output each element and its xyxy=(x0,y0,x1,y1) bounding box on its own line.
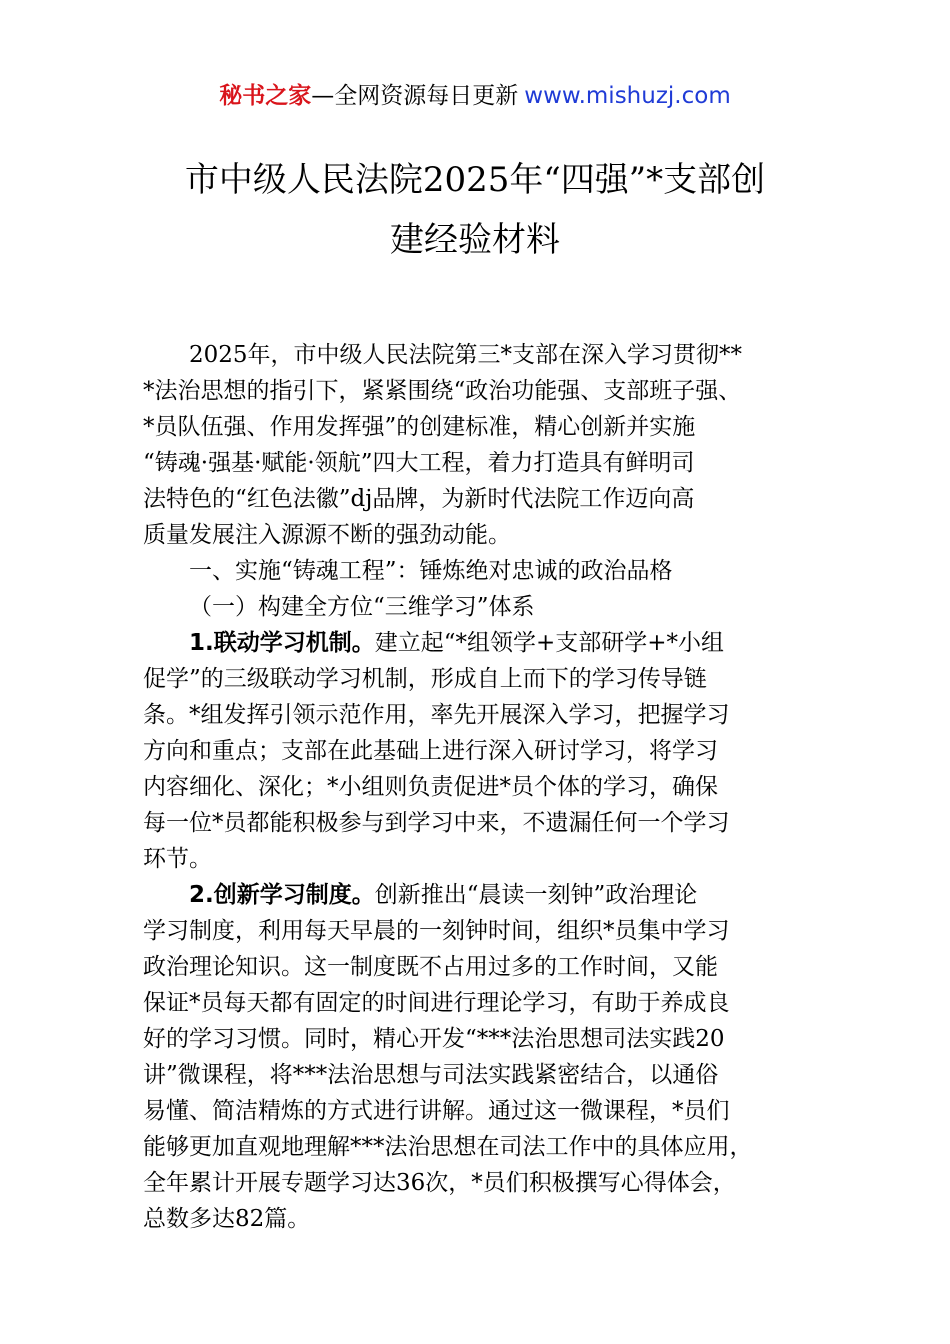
text-line: 好的学习习惯。同时，精心开发“***法治思想司法实践20 xyxy=(143,1026,725,1052)
text-line: 条。*组发挥引领示范作用，率先开展深入学习，把握学习 xyxy=(143,702,730,728)
document-title xyxy=(100,150,850,270)
title-line-2: 建经验材料 xyxy=(390,220,560,260)
item-2-paragraph xyxy=(143,877,813,1237)
text-line: 讲”微课程，将***法治思想与司法实践紧密结合，以通俗 xyxy=(143,1062,719,1088)
text-line: 方向和重点；支部在此基础上进行深入研讨学习，将学习 xyxy=(143,738,718,764)
site-url-link[interactable]: www.mishuzj.com xyxy=(524,83,731,109)
text-line: 总数多达82篇。 xyxy=(143,1206,311,1232)
text-line: 保证*员每天都有固定的时间进行理论学习，有助于养成良 xyxy=(143,990,730,1016)
site-header xyxy=(0,80,950,112)
text-line: 政治理论知识。这一制度既不占用过多的工作时间，又能 xyxy=(143,954,718,980)
text-line: “铸魂·强基·赋能·领航”四大工程，着力打造具有鲜明司 xyxy=(143,450,695,476)
item-2-lead: 2.创新学习制度。 xyxy=(189,882,375,908)
text-line: 促学”的三级联动学习机制，形成自上而下的学习传导链 xyxy=(143,666,707,692)
document-body xyxy=(143,337,813,1237)
text-line: *员队伍强、作用发挥强”的创建标准，精心创新并实施 xyxy=(143,414,696,440)
text-line: 全年累计开展专题学习达36次，*员们积极撰写心得体会， xyxy=(143,1170,736,1196)
text-line: 学习制度，利用每天早晨的一刻钟时间，组织*员集中学习 xyxy=(143,918,730,944)
site-tagline: —全网资源每日更新 xyxy=(311,83,519,109)
item-1-lead: 1.联动学习机制。 xyxy=(189,630,375,656)
text-line: *法治思想的指引下，紧紧围绕“政治功能强、支部班子强、 xyxy=(143,378,742,404)
title-line-1: 市中级人民法院2025年“四强”*支部创 xyxy=(184,160,766,200)
site-brand: 秘书之家 xyxy=(219,83,312,109)
item-1-paragraph xyxy=(143,625,813,877)
section-heading-1: 一、实施“铸魂工程”：锤炼绝对忠诚的政治品格 xyxy=(189,558,673,584)
intro-paragraph xyxy=(143,337,813,553)
text-line: 内容细化、深化；*小组则负责促进*员个体的学习，确保 xyxy=(143,774,718,800)
item-1-first-line: 建立起“*组领学+支部研学+*小组 xyxy=(374,630,725,656)
text-line: 易懂、简洁精炼的方式进行讲解。通过这一微课程，*员们 xyxy=(143,1098,730,1124)
text-line: 每一位*员都能积极参与到学习中来，不遗漏任何一个学习 xyxy=(143,810,730,836)
item-2-first-line: 创新推出“晨读一刻钟”政治理论 xyxy=(374,882,698,908)
text-line: 2025年，市中级人民法院第三*支部在深入学习贯彻** xyxy=(189,342,743,368)
subsection-heading-1: （一）构建全方位“三维学习”体系 xyxy=(189,594,535,620)
text-line: 质量发展注入源源不断的强劲动能。 xyxy=(143,522,511,548)
text-line: 法特色的“红色法徽”dj品牌，为新时代法院工作迈向高 xyxy=(143,486,695,512)
text-line: 环节。 xyxy=(143,846,212,872)
text-line: 能够更加直观地理解***法治思想在司法工作中的具体应用， xyxy=(143,1134,753,1160)
